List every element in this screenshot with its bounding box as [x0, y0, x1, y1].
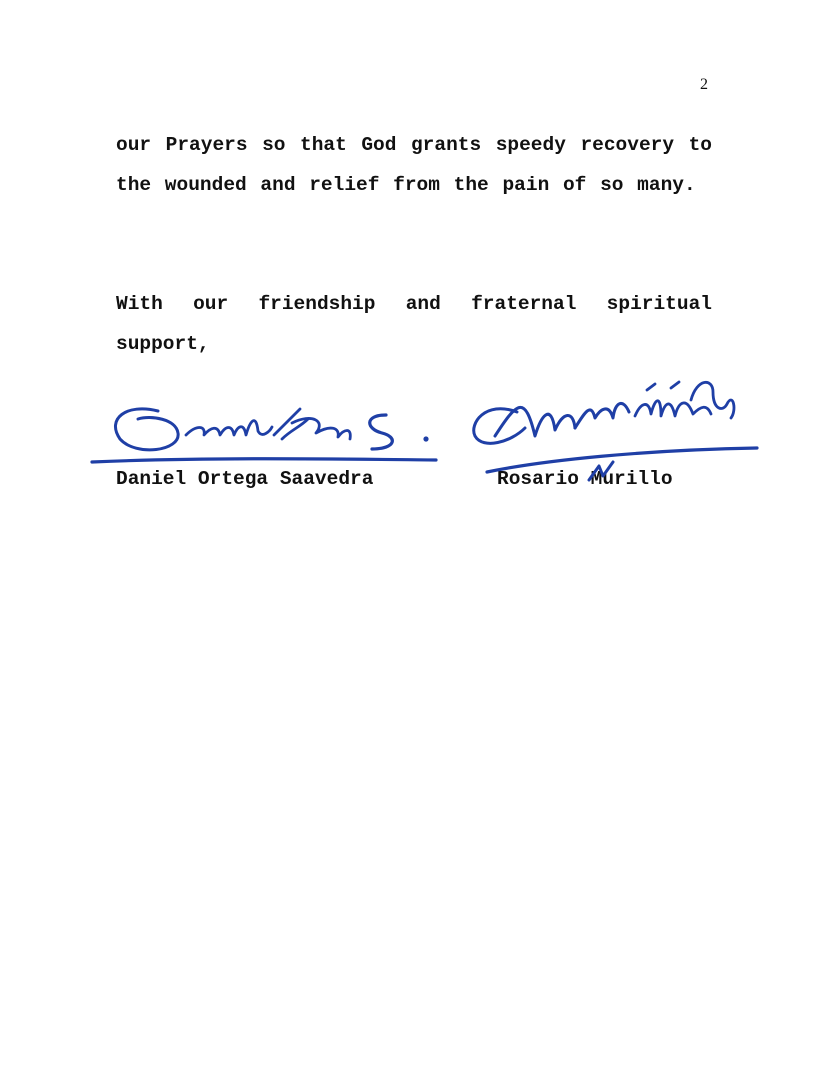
signatory-name-daniel-ortega: Daniel Ortega Saavedra	[116, 468, 374, 490]
signatory-name-rosario-murillo: Rosario Murillo	[497, 468, 673, 490]
signature-rosario-murillo	[465, 372, 765, 484]
page-number: 2	[700, 76, 708, 93]
body-paragraph-closing: With our friendship and fraternal spiritual support,	[116, 293, 712, 355]
signature-daniel-ortega	[86, 395, 446, 475]
body-paragraph-prayers: our Prayers so that God grants speedy recovery to the wounded and relief from the pain of so many.	[116, 134, 712, 196]
